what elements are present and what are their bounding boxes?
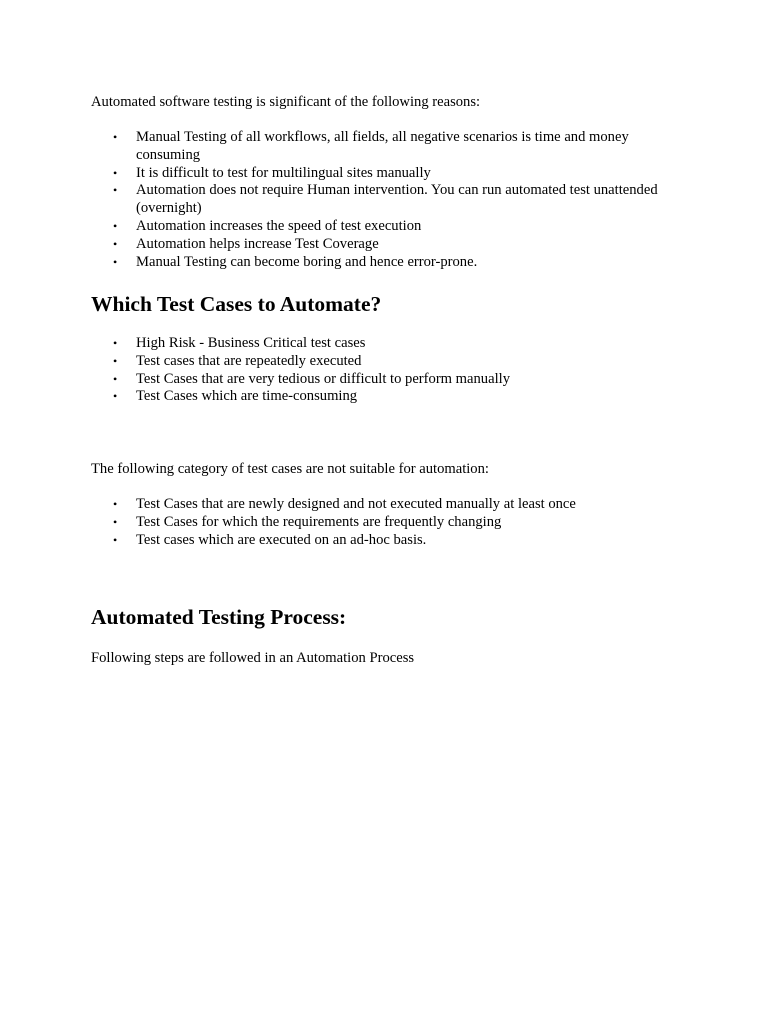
list-item-text: Manual Testing can become boring and hence error-prone. xyxy=(136,253,478,270)
list-item-text: Test Cases that are newly designed and not executed manually at least once xyxy=(136,496,576,512)
bullet-icon: • xyxy=(113,336,118,350)
list-item xyxy=(91,165,691,183)
which-test-cases-heading: Which Test Cases to Automate? xyxy=(91,292,382,316)
list-item-text: Automation increases the speed of test execution xyxy=(136,217,422,234)
not-suitable-list xyxy=(91,496,691,549)
list-item xyxy=(91,182,691,218)
list-item-text: High Risk - Business Critical test cases xyxy=(136,335,366,351)
list-item xyxy=(91,218,691,236)
list-item xyxy=(91,496,691,514)
list-item-text: Manual Testing of all workflows, all fields, all negative scenarios is time and money consuming xyxy=(136,129,629,163)
bullet-icon: • xyxy=(113,353,118,368)
list-item-text: Automation helps increase Test Coverage xyxy=(136,235,379,252)
bullet-icon: • xyxy=(113,236,118,251)
list-item-text: Test cases which are executed on an ad-hoc basis. xyxy=(136,531,427,548)
bullet-icon: • xyxy=(113,183,118,198)
bullet-icon: • xyxy=(113,130,118,144)
list-item xyxy=(91,514,691,532)
list-item-text: It is difficult to test for multilingual sites manually xyxy=(136,164,431,181)
bullet-icon: • xyxy=(113,254,118,269)
intro-paragraph: Automated software testing is significant of the following reasons: xyxy=(91,94,481,110)
list-item xyxy=(91,353,691,371)
list-item-text: Automation does not require Human intervention. You can run automated test unattended (overnight) xyxy=(136,182,658,217)
bullet-icon: • xyxy=(113,532,118,547)
bullet-icon: • xyxy=(113,389,118,404)
bullet-icon: • xyxy=(113,371,118,386)
list-item-text: Test Cases for which the requirements are frequently changing xyxy=(136,513,502,530)
list-item xyxy=(91,335,691,353)
bullet-icon: • xyxy=(113,218,118,233)
list-item xyxy=(91,254,691,272)
list-item-text: Test Cases that are very tedious or difficult to perform manually xyxy=(136,370,510,387)
list-item xyxy=(91,388,691,406)
not-suitable-paragraph: The following category of test cases are not suitable for automation: xyxy=(91,461,489,477)
automated-testing-process-heading: Automated Testing Process: xyxy=(91,605,347,629)
list-item-text: Test Cases which are time-consuming xyxy=(136,388,358,405)
which-test-cases-list xyxy=(91,335,691,406)
bullet-icon: • xyxy=(113,165,118,180)
reasons-list xyxy=(91,129,691,271)
list-item xyxy=(91,129,691,165)
list-item-text: Test cases that are repeatedly executed xyxy=(136,352,362,369)
list-item xyxy=(91,371,691,389)
list-item xyxy=(91,532,691,550)
bullet-icon: • xyxy=(113,497,118,511)
bullet-icon: • xyxy=(113,514,118,529)
process-intro-paragraph: Following steps are followed in an Automation Process xyxy=(91,650,415,666)
list-item xyxy=(91,236,691,254)
